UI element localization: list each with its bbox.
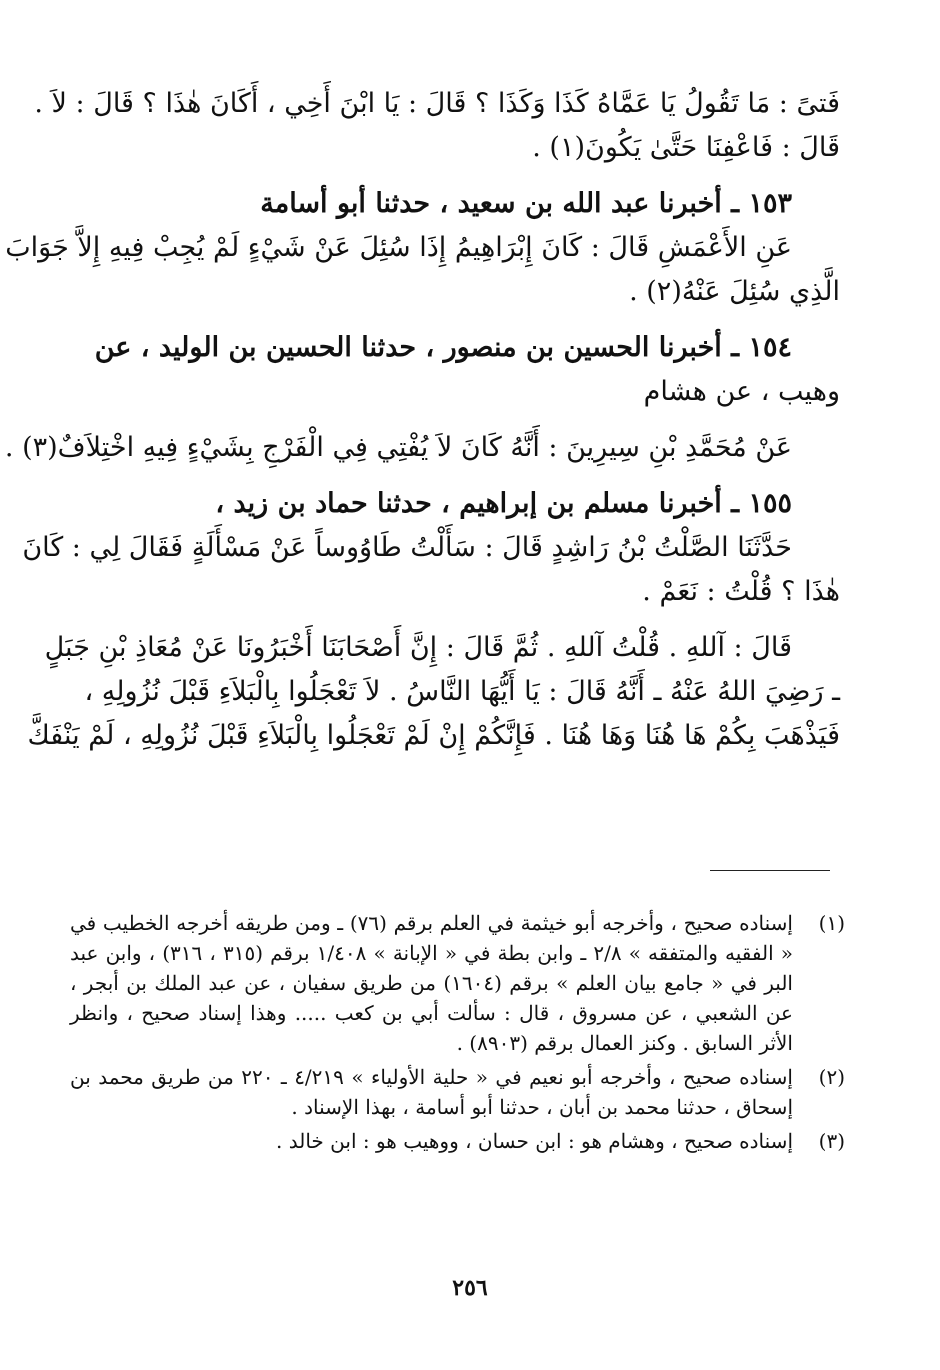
text-line: هٰذَا ؟ قُلْتُ : نَعَمْ .	[642, 576, 840, 607]
text-line: وهيب ، عن هشام	[643, 376, 840, 407]
text-line: حَدَّثَنَا الصَّلْتُ بْنُ رَاشِدٍ قَالَ : سَأَلْتُ طَاوُوساً عَنْ مَسْأَلَةٍ فَقَالَ لِي : كَانَ	[22, 532, 792, 563]
text-line: ـ رَضِيَ اللهُ عَنْهُ ـ أَنَّهُ قَالَ : يَا أَيُّهَا النَّاسُ . لاَ تَعْجَلُوا بِالْبَلاَءِ قَبْلَ نُزُولِهِ ،	[84, 676, 840, 707]
text-line: فَتىً : مَا تَقُولُ يَا عَمَّاهُ كَذَا وَكَذَا ؟ قَالَ : يَا ابْنَ أَخِي ، أَكَانَ هٰذَا ؟ قَالَ : لاَ .	[34, 88, 840, 119]
footnote-marker: (١)	[818, 911, 845, 935]
text-line: فَيَذْهَبَ بِكُمْ هَا هُنَا وَهَا هُنَا . فَإِنَّكُمْ إِنْ لَمْ تَعْجَلُوا بِالْبَلاَءِ قَبْلَ نُزُولِهِ ، لَمْ يَنْفَكَّ	[27, 720, 840, 751]
hadith-heading-154: ١٥٤ ـ أخبرنا الحسين بن منصور ، حدثنا الحسين بن الوليد ، عن	[94, 332, 792, 363]
footnote-divider	[710, 870, 830, 871]
page-number: ٢٥٦	[452, 1275, 488, 1301]
text-line: عَنِ الأَعْمَشِ قَالَ : كَانَ إِبْرَاهِيمُ إِذَا سُئِلَ عَنْ شَيْءٍ لَمْ يُجِبْ فِيهِ إِلاَّ جَوَابَ	[5, 232, 792, 263]
hadith-heading-153: ١٥٣ ـ أخبرنا عبد الله بن سعيد ، حدثنا أبو أسامة	[260, 188, 792, 219]
text-line: قَالَ : آللهِ . قُلْتُ آللهِ . ثُمَّ قَالَ : إِنَّ أَصْحَابَنَا أَخْبَرُونَا عَنْ مُعَاذِ بْنِ جَبَلٍ	[44, 632, 792, 663]
footnote-marker: (٣)	[818, 1129, 845, 1153]
footnotes	[70, 908, 845, 1160]
footnote-text: إسناده صحيح ، وهشام هو : ابن حسان ، ووهيب هو : ابن خالد .	[276, 1129, 793, 1153]
footnote-marker: (٢)	[818, 1065, 845, 1089]
footnote-2	[70, 1062, 845, 1122]
footnote-1	[70, 908, 845, 1058]
footnote-3	[70, 1126, 845, 1156]
footnote-text: إسناده صحيح ، وأخرجه أبو نعيم في « حلية الأولياء » ٤/٢١٩ ـ ٢٢٠ من طريق محمد بن إسحاق ، حدثنا محمد بن أبان ، حدثنا أبو أسامة ، بهذا الإسناد .	[70, 1065, 793, 1119]
text-line: قَالَ : فَاعْفِنَا حَتَّىٰ يَكُونَ(١) .	[532, 132, 840, 163]
footnote-text: إسناده صحيح ، وأخرجه أبو خيثمة في العلم برقم (٧٦) ـ ومن طريقه أخرجه الخطيب في « الفقيه والمتفقه » ٢/٨ ـ وابن بطة في « الإبانة » ١/٤٠٨ برقم (٣١٥ ، ٣١٦) ، وابن عبد البر في « جامع بيان العلم » برقم (١٦٠٤) من طريق سفيان ، عن عبد الملك بن أبجر ، عن الشعبي ، عن مسروق ، قال : سألت أبي بن كعب ..... وهذا إسناد صحيح ، وانظر الأثر السابق . وكنز العمال برقم (٨٩٠٣) .	[70, 911, 793, 1055]
hadith-heading-155: ١٥٥ ـ أخبرنا مسلم بن إبراهيم ، حدثنا حماد بن زيد ،	[215, 488, 792, 519]
text-line: الَّذِي سُئِلَ عَنْهُ(٢) .	[629, 276, 840, 307]
text-line: عَنْ مُحَمَّدِ بْنِ سِيرِينَ : أَنَّهُ كَانَ لاَ يُفْتِي فِي الْفَرْجِ بِشَيْءٍ فِيهِ اخْتِلاَفٌ(٣) .	[4, 432, 792, 463]
main-text	[4, 82, 840, 758]
